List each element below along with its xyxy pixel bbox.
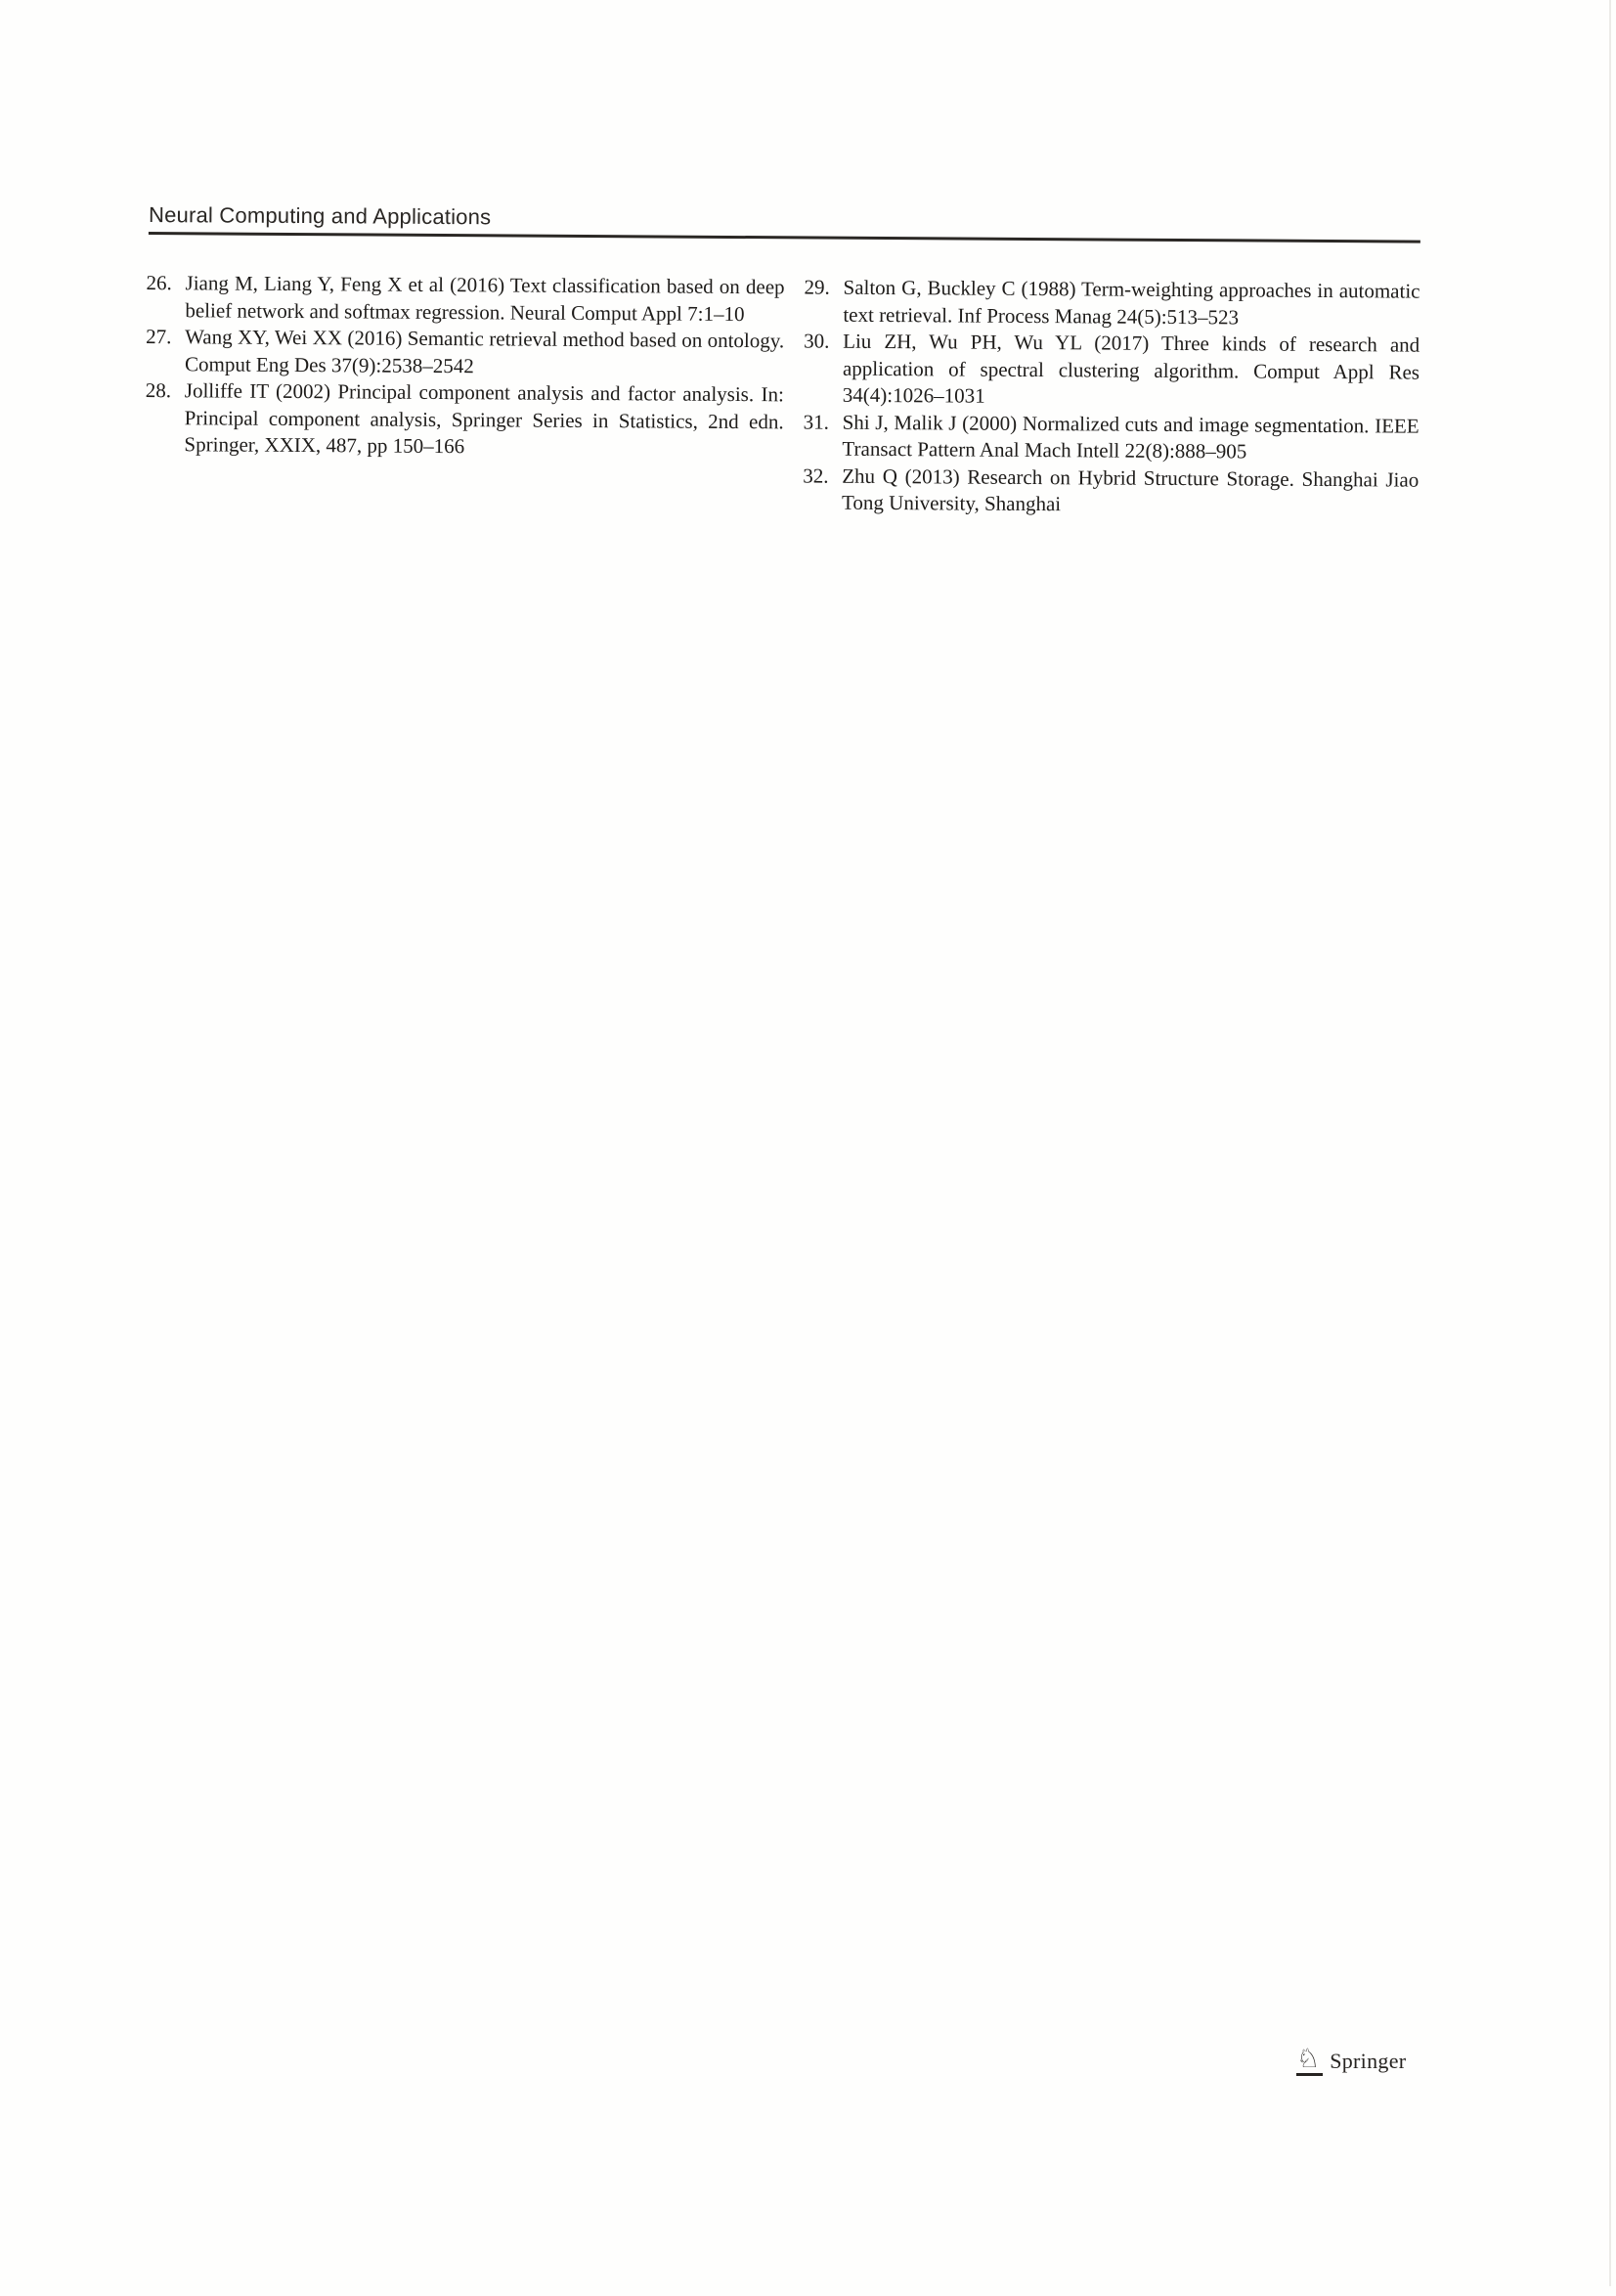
reference-number: 26. bbox=[146, 270, 172, 295]
reference-text: Shi J, Malik J (2000) Normalized cuts and image segmentation. IEEE Transact Pattern Anal Mach Intell 22(8):888–905 bbox=[842, 410, 1419, 464]
reference-number: 29. bbox=[804, 275, 830, 299]
reference-text: Liu ZH, Wu PH, Wu YL (2017) Three kinds of research and application of spectral clustering algorithm. Comput Appl Res 34(4):1026–1031 bbox=[842, 329, 1420, 408]
reference-item-28 bbox=[145, 377, 784, 463]
scan-edge-artifact bbox=[1609, 0, 1611, 2286]
reference-item-31 bbox=[803, 409, 1419, 466]
reference-item-32 bbox=[803, 463, 1419, 520]
references-column-left bbox=[145, 270, 785, 516]
publisher-name: Springer bbox=[1330, 2049, 1407, 2073]
reference-number: 27. bbox=[146, 324, 172, 349]
running-head bbox=[149, 203, 1420, 236]
reference-item-26 bbox=[146, 270, 784, 328]
header-rule bbox=[149, 232, 1420, 243]
reference-item-27 bbox=[146, 324, 784, 381]
reference-number: 28. bbox=[145, 377, 172, 403]
reference-number: 31. bbox=[803, 409, 829, 434]
reference-item-29 bbox=[804, 274, 1419, 331]
reference-text: Wang XY, Wei XX (2016) Semantic retrieval method based on ontology. Comput Eng Des 37(9):2538–2542 bbox=[184, 325, 785, 377]
reference-number: 32. bbox=[803, 463, 829, 488]
reference-text: Jolliffe IT (2002) Principal component analysis and factor analysis. In: Principal component analysis, Springer Series in Statistics, 2nd edn. Springer, XXIX, 487, pp 150–166 bbox=[184, 378, 784, 459]
references-section bbox=[145, 270, 1420, 520]
references-column-right bbox=[803, 274, 1420, 520]
reference-text: Zhu Q (2013) Research on Hybrid Structure Storage. Shanghai Jiao Tong University, Shanghai bbox=[842, 464, 1419, 516]
journal-title: Neural Computing and Applications bbox=[148, 202, 492, 230]
chess-knight-icon: ♘ bbox=[1296, 2046, 1323, 2076]
reference-number: 30. bbox=[804, 329, 830, 353]
reference-text: Salton G, Buckley C (1988) Term-weighting approaches in automatic text retrieval. Inf Process Manag 24(5):513–523 bbox=[843, 275, 1420, 329]
springer-logo bbox=[1296, 2046, 1406, 2076]
reference-item-30 bbox=[804, 328, 1420, 413]
reference-text: Jiang M, Liang Y, Feng X et al (2016) Text classification based on deep belief network and softmax regression. Neural Comput Appl 7:1–10 bbox=[185, 271, 785, 326]
